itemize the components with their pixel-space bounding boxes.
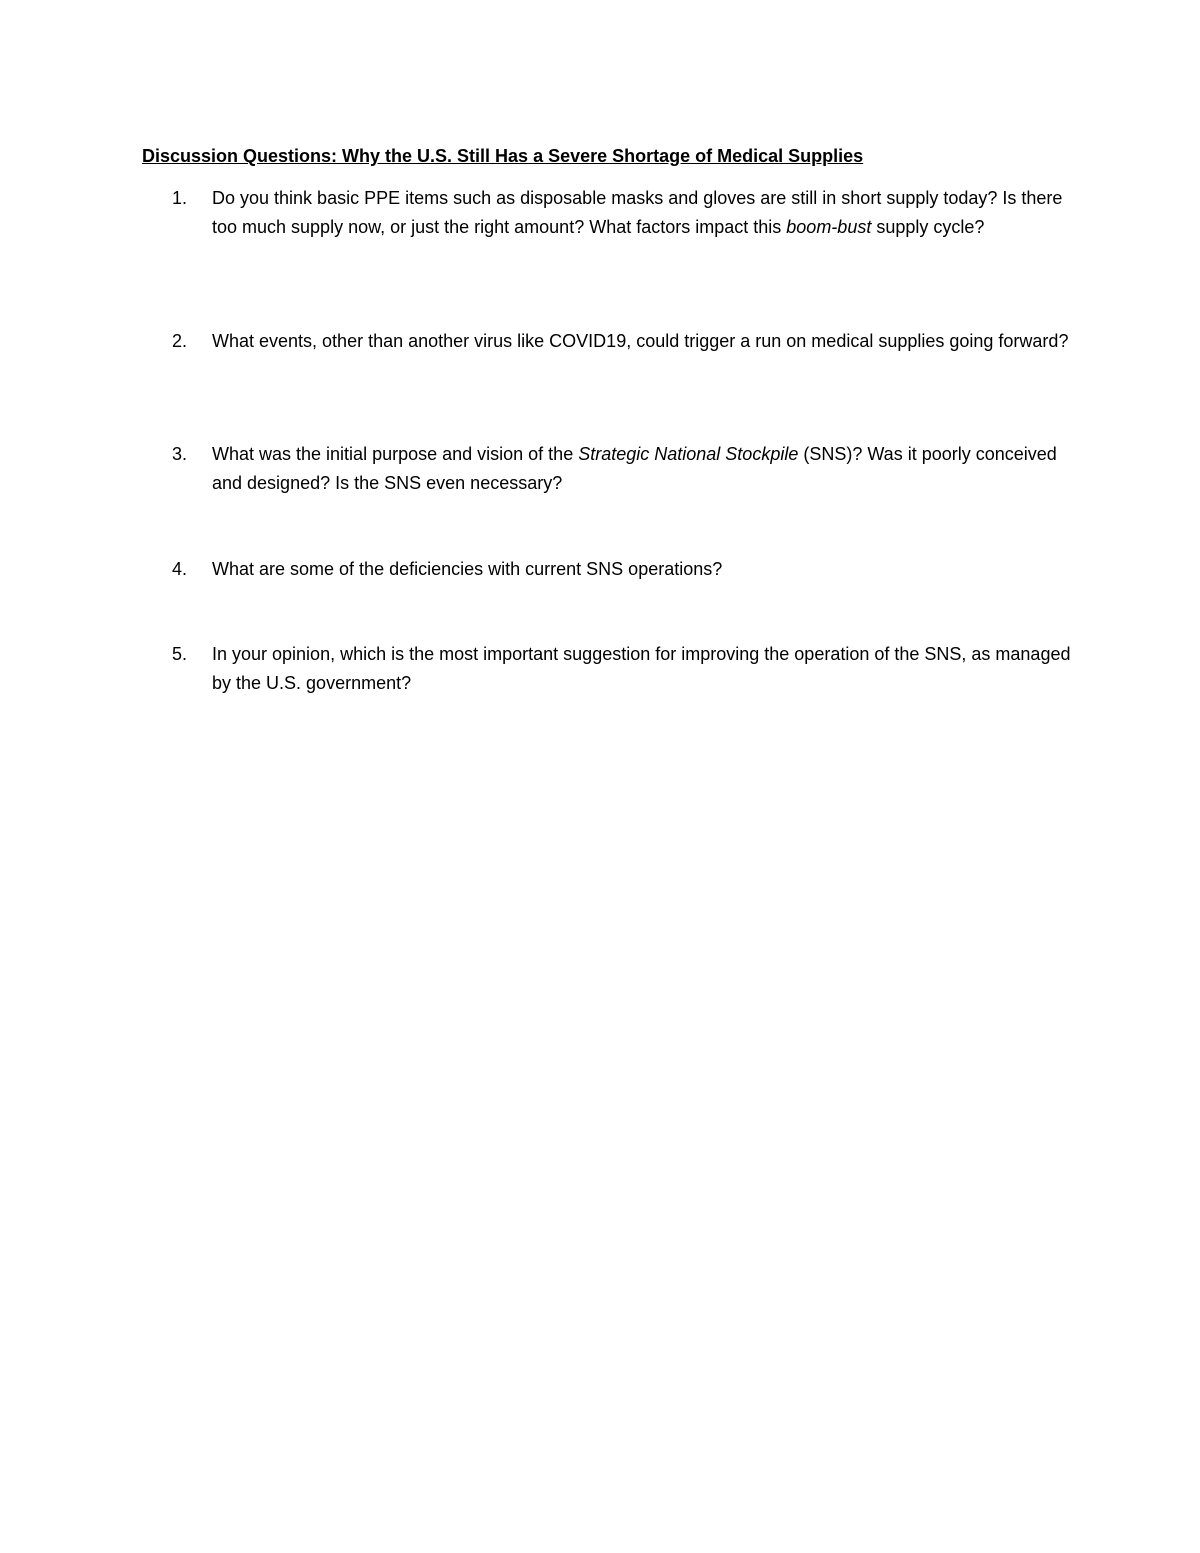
question-text-part: What was the initial purpose and vision of the	[212, 444, 579, 464]
question-text	[212, 184, 1072, 241]
question-text	[212, 440, 1072, 497]
question-text-part: What events, other than another virus like COVID19, could trigger a run on medical supplies going forward?	[212, 331, 1069, 351]
question-text-part: Do you think basic PPE items such as disposable masks and gloves are still in short supply today? Is there too much supply now, or just the right amount? What factors impact this	[212, 188, 1063, 237]
question-italic-term: boom-bust	[786, 216, 872, 237]
question-item	[172, 327, 1072, 356]
page-title: Discussion Questions: Why the U.S. Still Has a Severe Shortage of Medical Supplies	[142, 146, 864, 166]
question-text-part: In your opinion, which is the most important suggestion for improving the operation of the SNS, as managed by the U.S. government?	[212, 644, 1071, 693]
question-item	[172, 555, 1072, 584]
question-number: 1.	[172, 188, 188, 208]
question-item	[172, 184, 1072, 241]
question-item	[172, 440, 1072, 497]
question-text-part: What are some of the deficiencies with current SNS operations?	[212, 559, 723, 579]
question-number: 2.	[172, 331, 188, 351]
question-italic-term: Strategic National Stockpile	[578, 444, 799, 464]
question-text-part: (SNS)? Was it poorly conceived and designed? Is the SNS even necessary?	[212, 444, 1057, 493]
question-number: 3.	[172, 444, 188, 464]
question-text	[212, 640, 1072, 697]
question-number: 5.	[172, 644, 188, 664]
question-text-part: supply cycle?	[871, 216, 985, 237]
question-number: 4.	[172, 559, 188, 579]
question-item	[172, 640, 1072, 697]
question-text	[212, 327, 1072, 356]
question-text	[212, 555, 1072, 584]
